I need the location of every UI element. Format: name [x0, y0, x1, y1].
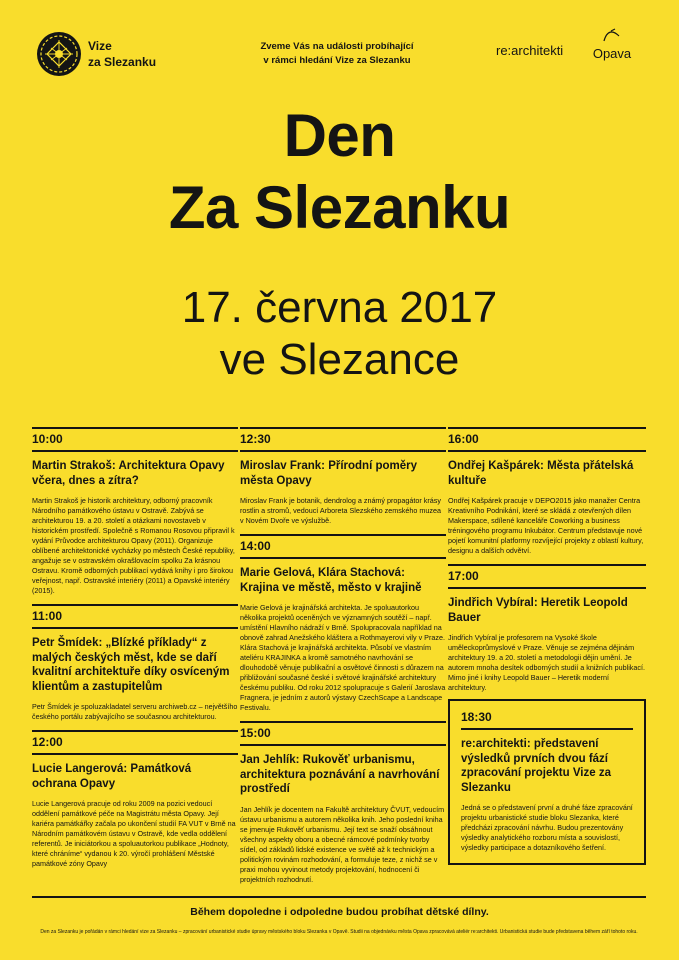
time-slot: 11:00 [32, 609, 63, 623]
footer-note: Během dopoledne i odpoledne budou probíhat dětské dílny. [190, 906, 489, 918]
speaker-bio: Martin Strakoš je historik architektury, odborný pracovník Národního památkového ústavu v Ostravě. Zabývá se architekturou 19. a 20. století a otázkami novostaveb v historickém prostředí. Společně s Romanou Rosovou připravil k vydání Průvodce architekturou Opavy (2011). Organizuje oblíbené architektonické vycházky po městech České republiky, angažuje se v ostravském okrašlovacím spolku Za krásnou Ostravu. Kromě odborných publikací vydává knihy i pro širokou veřejnost, např. Ostravské interiéry (2011) a Opavské interiéry (2015). [32, 496, 235, 595]
time-slot: 18:30 [461, 710, 492, 724]
footer-divider [32, 896, 646, 898]
speaker-bio: Miroslav Frank je botanik, dendrolog a známý propagátor krásy rostlin a stromů, vedoucí Arboreta Slezského zemského muzea v Novém Dvoře ve výslužbě. [240, 496, 441, 525]
talk-title: Martin Strakoš: Architektura Opavy včera, dnes a zítra? [32, 460, 225, 487]
speaker-bio: Jedná se o představení první a druhé fáze zpracování projektu urbanistické studie bloku Slezanka, které předcházi zpracování návrhu. Budou prezentovány výsledky analytického rozboru místa a souvislostí, výsledky participace a dotazníkového šetření. [461, 803, 633, 852]
time-slot: 12:30 [240, 432, 271, 446]
talk-title: re:architekti: představení výsledků prvních dvou fází zpracování projektu Vize za Slezanku [461, 738, 611, 794]
speaker-bio: Lucie Langerová pracuje od roku 2009 na pozici vedoucí oddělení památkové péče na Magistrátu města Opavy. Její kariéra památkářky začala po ukončení studií FA VUT v Brně na Národním památkovém ústavu v Ostravě, kde vedla oddělení referentů. Je iniciátorkou a spoluautorkou publikace „Hodnoty, které chráníme“ vydanou k 20. výročí prohlášení Městské památkové zóny Opavy [32, 799, 236, 868]
speaker-bio: Jan Jehlík je docentem na Fakultě architektury ČVUT, vedoucím ústavu urbanismu a autorem několika knih. Jeho poslední kniha se jmenuje Rukověť urbanismu. Její text se snaží obsáhnout všechny aspekty oboru a obecné rámcové podmínky tvorby sídel, od základů lidské existence ve světě až k technickým a politickým rovinám rozhodování, a formuluje teze, z nichž se v praxi mohou vyvinout metody projektování, hodnocení či projektních rozhodnutí. [240, 804, 445, 884]
time-slot: 10:00 [32, 432, 63, 446]
talk-title: Miroslav Frank: Přírodní poměry města Opavy [240, 460, 418, 487]
opava-emblem-icon [601, 28, 623, 44]
schedule-column-2 [240, 427, 446, 885]
time-slot: 16:00 [448, 432, 479, 446]
speaker-bio: Petr Šmídek je spoluzakladatel serveru archiweb.cz – největšího českého portálu zabývajícího se současnou architekturou. [32, 702, 238, 721]
rearchitekti-logo: re:architekti [496, 43, 564, 58]
logo-text: Vize za Slezanku [88, 39, 157, 69]
vize-logo-icon [37, 32, 81, 76]
speaker-bio: Jindřich Vybíral je profesorem na Vysoké škole uměleckoprůmyslové v Praze. Věnuje se zejména dějinám architektury 19. a 20. století a metodologii dějin umění. Je autorem mnoha desítek odborných studií a knižních publikací. Mimo jiné i knihy Leopold Bauer – Heretik moderní architektury. [448, 633, 645, 692]
talk-title: Jan Jehlík: Rukověť urbanismu, architektura poznávání a navrhování prostředí [240, 754, 440, 795]
talk-title: Ondřej Kašpárek: Města přátelská kultuře [448, 460, 634, 487]
schedule-column-1 [32, 427, 238, 869]
opava-logo: Opava [592, 28, 632, 61]
talk-title: Marie Gelová, Klára Stachová: Krajina ve městě, město v krajině [240, 567, 422, 594]
talk-title: Lucie Langerová: Památková ochrana Opavy [32, 763, 192, 790]
highlight-box [448, 699, 646, 865]
time-slot: 12:00 [32, 735, 63, 749]
speaker-bio: Marie Gelová je krajinářská architekta. Je spoluautorkou několika projektů oceněných ve významných soutěží – např. umístění Hlavního nádraží v Brně. Spolupracovala například na obnově zahrad Anežského kláštera a Rothmayerovi vily v Praze. Klára Stachová je krajinářská architekta. Působí ve vlastním ateliéru KRAJINKA a kromě samotného navrhování se dlouhodobě věnuje publikační a osvětové činnosti s důrazem na přibližování současné české i světové krajinářské architektury českému publiku. Od roku 2012 spolupracuje s Galerií Jaroslava Fragnera, je jedním z autorů výstavy CzechScape a Landscape Festivalu. [240, 603, 446, 712]
talk-title: Petr Šmídek: „Blízké příklady“ z malých českých měst, kde se daří kvalitní architektuře díky osvíceným klientům a zastupitelům [32, 637, 230, 693]
time-slot: 15:00 [240, 726, 271, 740]
page-title: Den Za Slezanku [168, 102, 511, 241]
talk-title: Jindřich Vybíral: Heretik Leopold Bauer [448, 597, 628, 624]
event-date-place: 17. června 2017 ve Slezance [181, 283, 498, 384]
speaker-bio: Ondřej Kašpárek pracuje v DEPO2015 jako manažer Centra Kreativního Podnikání, které se skládá z otevřených dílen Makerspace, sdílené kanceláře Coworking a business tréningového programu Inkubátor. Centrum představuje nové pojetí komunitní platformy rozvíjející projekty z oblastí kultury, designu a dalších odvětví. [448, 496, 644, 555]
invitation-text: Zveme Vás na události probíhající v rámci hledání Vize za Slezanku [260, 41, 414, 66]
schedule-column-3 [448, 427, 646, 865]
time-slot: 14:00 [240, 539, 271, 553]
time-slot: 17:00 [448, 569, 479, 583]
footer-fineprint: Den za Slezanku je pořádán v rámci hledání vize za Slezanku – zpracování urbanistické studie úpravy městského bloku Slezanka v Opavě. Studii na objednávku města Opava zpracovává ateliér re:architekti. Urbanistická studie bude představena během září tohoto roku. [40, 929, 638, 935]
